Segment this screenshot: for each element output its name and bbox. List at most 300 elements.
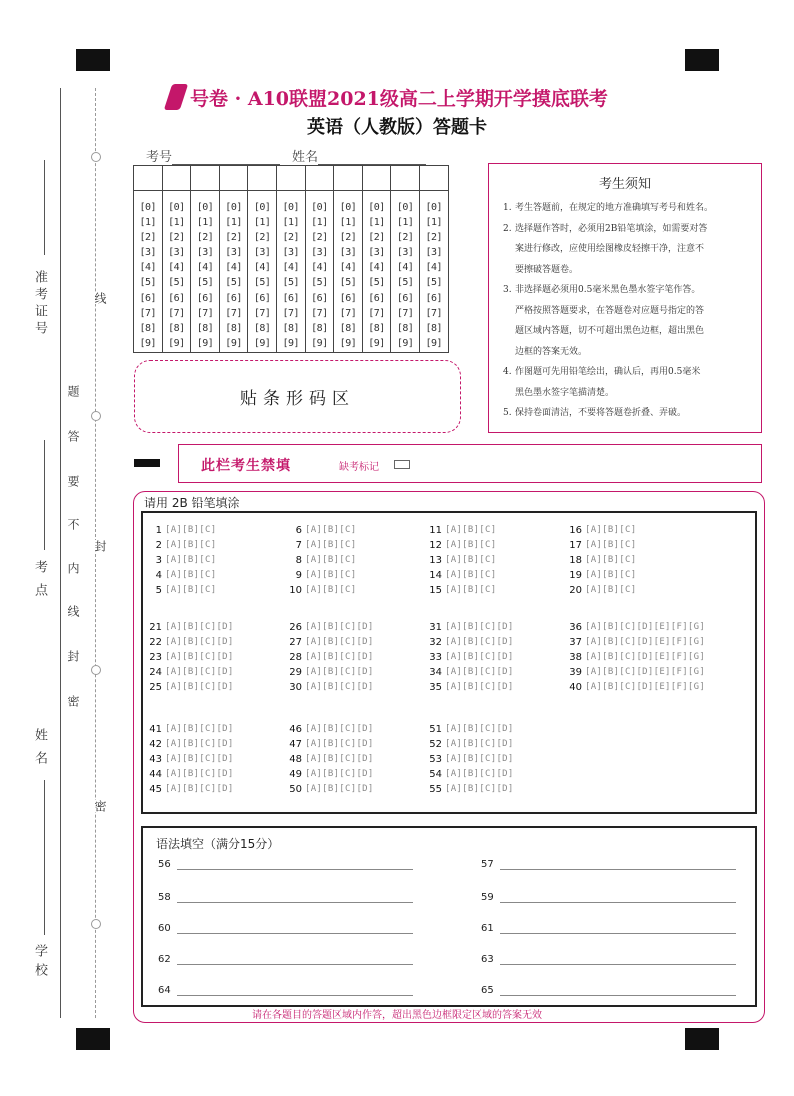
answer-bubbles[interactable]: [A][B][C][D] — [445, 652, 514, 662]
digit-bubble[interactable]: [4] — [396, 262, 414, 274]
registration-mark-top-right — [685, 49, 719, 71]
digit-bubble[interactable]: [6] — [339, 292, 357, 304]
digit-bubble[interactable]: [8] — [168, 322, 185, 334]
digit-bubble[interactable]: [9] — [311, 337, 328, 349]
answer-bubbles[interactable]: [A][B][C] — [165, 555, 217, 565]
question-row — [560, 568, 636, 583]
digit-bubble[interactable]: [6] — [396, 292, 414, 304]
digit-bubble[interactable]: [4] — [282, 262, 300, 274]
digit-bubble[interactable]: [0] — [311, 202, 328, 213]
blank-number: 64 — [158, 985, 171, 996]
digit-bubble-column — [305, 191, 334, 353]
blank-number: 57 — [481, 859, 494, 870]
digit-bubble[interactable]: [1] — [425, 217, 443, 229]
question-number: 14 — [429, 570, 442, 581]
digit-bubble[interactable]: [7] — [368, 307, 385, 319]
digit-bubble[interactable]: [0] — [282, 202, 300, 213]
question-row — [280, 523, 356, 538]
digit-bubble[interactable]: [0] — [196, 202, 214, 213]
digit-bubble[interactable]: [8] — [196, 322, 214, 334]
answer-line[interactable] — [177, 859, 413, 870]
answer-bubbles[interactable]: [A][B][C][D][E][F][G] — [585, 652, 706, 662]
notice-item-number: 3. — [503, 285, 512, 295]
blank-number: 56 — [158, 859, 171, 870]
answer-bubbles[interactable]: [A][B][C][D][E][F][G] — [585, 622, 706, 632]
binding-hole — [91, 152, 101, 162]
answer-bubbles[interactable]: [A][B][C][D] — [305, 724, 374, 734]
notice-title: 考生须知 — [598, 177, 651, 192]
digit-bubble[interactable]: [0] — [253, 202, 271, 213]
answer-bubbles[interactable]: [A][B][C][D] — [445, 622, 514, 632]
notice-item-number: 5. — [503, 408, 512, 418]
digit-bubble[interactable]: [2] — [396, 232, 414, 244]
question-number: 49 — [289, 769, 302, 780]
answer-bubbles[interactable]: [A][B][C][D][E][F][G] — [585, 667, 706, 677]
digit-options — [363, 191, 391, 351]
digit-bubble[interactable]: [0] — [425, 202, 443, 213]
digit-bubble[interactable]: [2] — [311, 232, 328, 244]
question-row — [280, 752, 374, 767]
question-row — [280, 737, 374, 752]
digit-bubble[interactable]: [8] — [396, 322, 414, 334]
answer-bubbles[interactable]: [A][B][C][D] — [305, 637, 374, 647]
notice-item — [489, 219, 761, 240]
answer-line[interactable] — [177, 985, 413, 996]
notice-item — [489, 301, 761, 322]
digit-bubble[interactable]: [2] — [225, 232, 242, 244]
name-field[interactable] — [318, 150, 426, 165]
digit-bubble[interactable]: [3] — [139, 247, 157, 259]
grammar-blank — [481, 985, 736, 996]
answer-bubbles[interactable]: [A][B][C] — [585, 525, 637, 535]
answer-bubbles[interactable]: [A][B][C][D] — [445, 724, 514, 734]
question-number: 2 — [155, 540, 162, 551]
question-number: 13 — [429, 555, 442, 566]
digit-bubble[interactable]: [1] — [168, 217, 185, 229]
digit-bubble[interactable]: [7] — [253, 307, 271, 319]
brand-logo-icon — [164, 84, 188, 110]
digit-bubble[interactable]: [9] — [168, 337, 185, 349]
answer-bubbles[interactable]: [A][B][C][D] — [445, 637, 514, 647]
answer-bubbles[interactable]: [A][B][C][D] — [445, 769, 514, 779]
digit-bubble[interactable]: [0] — [396, 202, 414, 213]
exam-no-label: 考号 — [146, 150, 173, 165]
digit-bubble[interactable]: [3] — [225, 247, 242, 259]
answer-bubbles[interactable]: [A][B][C] — [585, 585, 637, 595]
answer-bubbles[interactable]: [A][B][C][D] — [165, 784, 234, 794]
answer-bubbles[interactable]: [A][B][C] — [165, 525, 217, 535]
digit-bubble[interactable]: [0] — [368, 202, 385, 213]
question-row — [420, 553, 496, 568]
digit-bubble[interactable]: [1] — [282, 217, 300, 229]
digit-bubble[interactable]: [9] — [396, 337, 414, 349]
digit-bubble[interactable]: [6] — [282, 292, 300, 304]
digit-bubble[interactable]: [8] — [225, 322, 242, 334]
answer-bubbles[interactable]: [A][B][C] — [305, 585, 357, 595]
exam-no-field[interactable] — [172, 150, 280, 165]
grammar-blank — [158, 985, 413, 996]
answer-bubbles[interactable]: [A][B][C][D] — [165, 724, 234, 734]
grammar-fill-box — [141, 826, 757, 1007]
digit-bubble[interactable]: [3] — [425, 247, 443, 259]
digit-bubble[interactable]: [9] — [225, 337, 242, 349]
digit-bubble[interactable]: [5] — [253, 277, 271, 289]
digit-bubble[interactable]: [6] — [311, 292, 328, 304]
digit-options — [248, 191, 276, 351]
digit-bubble[interactable]: [0] — [225, 202, 242, 213]
answer-bubbles[interactable]: [A][B][C] — [445, 525, 497, 535]
question-row — [420, 680, 514, 695]
digit-bubble[interactable]: [3] — [311, 247, 328, 259]
answer-bubbles[interactable]: [A][B][C][D] — [165, 652, 234, 662]
answer-line[interactable] — [500, 923, 736, 934]
margin-label-exam-site: 考点 — [32, 560, 47, 606]
question-number: 4 — [155, 570, 162, 581]
notice-item — [489, 403, 761, 424]
notice-item — [489, 198, 761, 219]
digit-bubble[interactable]: [5] — [139, 277, 157, 289]
question-number: 22 — [149, 637, 162, 648]
answer-bubbles[interactable]: [A][B][C] — [305, 525, 357, 535]
cut-line-dashed — [95, 88, 96, 1018]
digit-bubble[interactable]: [2] — [339, 232, 357, 244]
question-row — [280, 620, 374, 635]
answer-bubbles[interactable]: [A][B][C] — [165, 585, 217, 595]
digit-bubble[interactable]: [6] — [368, 292, 385, 304]
question-row — [560, 635, 705, 650]
digit-options — [277, 191, 305, 351]
digit-bubble[interactable]: [2] — [139, 232, 157, 244]
question-row — [560, 523, 636, 538]
question-number: 51 — [429, 724, 442, 735]
question-number: 17 — [569, 540, 582, 551]
question-row — [560, 680, 705, 695]
digit-write-cell[interactable] — [248, 166, 277, 191]
digit-bubble[interactable]: [6] — [253, 292, 271, 304]
digit-bubble[interactable]: [2] — [196, 232, 214, 244]
answer-line[interactable] — [177, 892, 413, 903]
answer-line[interactable] — [177, 954, 413, 965]
digit-bubble[interactable]: [2] — [168, 232, 185, 244]
answer-bubbles[interactable]: [A][B][C][D] — [165, 682, 234, 692]
page-subtitle: 英语（人教版）答题卡 — [307, 117, 487, 138]
question-row — [420, 523, 496, 538]
absent-checkbox[interactable] — [394, 460, 410, 469]
grammar-title: 语法填空（满分15分） — [156, 837, 280, 851]
answer-bubbles[interactable]: [A][B][C][D] — [305, 622, 374, 632]
digit-bubble[interactable]: [1] — [225, 217, 242, 229]
digit-options — [220, 191, 248, 351]
answer-bubbles[interactable]: [A][B][C][D] — [305, 769, 374, 779]
question-row — [140, 538, 216, 553]
digit-bubble[interactable]: [4] — [425, 262, 443, 274]
digit-bubble[interactable]: [6] — [425, 292, 443, 304]
digit-bubble[interactable]: [0] — [168, 202, 185, 213]
digit-bubble[interactable]: [4] — [368, 262, 385, 274]
seal-char: 要 — [66, 475, 80, 487]
answer-bubbles[interactable]: [A][B][C][D] — [305, 754, 374, 764]
digit-bubble[interactable]: [9] — [339, 337, 357, 349]
question-number: 44 — [149, 769, 162, 780]
digit-bubble[interactable]: [3] — [196, 247, 214, 259]
question-row — [420, 665, 514, 680]
digit-bubble[interactable]: [3] — [339, 247, 357, 259]
seal-char: 密 — [66, 695, 80, 707]
margin-label-ticket-no: 准考证号 — [32, 270, 47, 338]
question-row — [280, 680, 374, 695]
digit-bubble[interactable]: [3] — [282, 247, 300, 259]
answer-line[interactable] — [500, 985, 736, 996]
digit-bubble[interactable]: [0] — [339, 202, 357, 213]
answer-bubbles[interactable]: [A][B][C] — [585, 540, 637, 550]
question-number: 33 — [429, 652, 442, 663]
answer-bubbles[interactable]: [A][B][C] — [165, 540, 217, 550]
digit-bubble[interactable]: [5] — [339, 277, 357, 289]
digit-write-cell[interactable] — [162, 166, 191, 191]
digit-bubble[interactable]: [4] — [225, 262, 242, 274]
grammar-blank — [158, 954, 413, 965]
digit-bubble[interactable]: [7] — [139, 307, 157, 319]
digit-write-cell[interactable] — [362, 166, 391, 191]
answer-bubbles[interactable]: [A][B][C] — [305, 540, 357, 550]
digit-bubble[interactable]: [9] — [282, 337, 300, 349]
answer-bubbles[interactable]: [A][B][C][D] — [165, 667, 234, 677]
question-number: 54 — [429, 769, 442, 780]
seal-char: 答 — [66, 430, 80, 442]
digit-bubble[interactable]: [2] — [425, 232, 443, 244]
digit-bubble[interactable]: [5] — [396, 277, 414, 289]
digit-bubble[interactable]: [5] — [282, 277, 300, 289]
digit-write-cell[interactable] — [219, 166, 248, 191]
digit-bubble[interactable]: [7] — [311, 307, 328, 319]
digit-bubble[interactable]: [9] — [368, 337, 385, 349]
digit-bubble[interactable]: [5] — [225, 277, 242, 289]
digit-bubble[interactable]: [7] — [339, 307, 357, 319]
digit-bubble[interactable]: [2] — [282, 232, 300, 244]
digit-bubble[interactable]: [8] — [282, 322, 300, 334]
digit-bubble[interactable]: [3] — [396, 247, 414, 259]
answer-bubbles[interactable]: [A][B][C] — [585, 570, 637, 580]
digit-bubble[interactable]: [5] — [311, 277, 328, 289]
digit-bubble[interactable]: [8] — [311, 322, 328, 334]
digit-bubble[interactable]: [7] — [282, 307, 300, 319]
answer-bubbles[interactable]: [A][B][C][D] — [305, 739, 374, 749]
digit-bubble[interactable]: [7] — [168, 307, 185, 319]
digit-bubble[interactable]: [4] — [253, 262, 271, 274]
digit-bubble[interactable]: [7] — [425, 307, 443, 319]
digit-bubble[interactable]: [1] — [253, 217, 271, 229]
digit-options — [306, 191, 334, 351]
question-row — [140, 722, 234, 737]
digit-write-cell[interactable] — [191, 166, 220, 191]
barcode-area — [134, 360, 461, 433]
digit-bubble[interactable]: [5] — [368, 277, 385, 289]
answer-bubbles[interactable]: [A][B][C][D][E][F][G] — [585, 637, 706, 647]
notice-item — [489, 260, 761, 281]
digit-bubble[interactable]: [6] — [139, 292, 157, 304]
answer-bubbles[interactable]: [A][B][C][D][E][F][G] — [585, 682, 706, 692]
digit-bubble-column — [162, 191, 191, 353]
digit-bubble-column — [334, 191, 363, 353]
digit-bubble[interactable]: [8] — [253, 322, 271, 334]
digit-bubble[interactable]: [5] — [168, 277, 185, 289]
answer-bubbles[interactable]: [A][B][C][D] — [445, 682, 514, 692]
digit-bubble[interactable]: [4] — [196, 262, 214, 274]
answer-bubbles[interactable]: [A][B][C][D] — [305, 667, 374, 677]
question-number: 39 — [569, 667, 582, 678]
answer-bubbles[interactable]: [A][B][C][D] — [165, 637, 234, 647]
notice-item-text: 考生答题前，在规定的地方准确填写考号和姓名。 — [515, 203, 714, 213]
candidate-notice — [488, 163, 762, 433]
margin-label-name: 姓名 — [32, 728, 47, 774]
binding-hole — [91, 411, 101, 421]
answer-line[interactable] — [500, 954, 736, 965]
digit-bubble[interactable]: [7] — [196, 307, 214, 319]
question-number: 11 — [429, 525, 442, 536]
question-row — [420, 752, 514, 767]
answer-bubbles[interactable]: [A][B][C][D] — [165, 739, 234, 749]
digit-bubble[interactable]: [1] — [139, 217, 157, 229]
question-number: 9 — [295, 570, 302, 581]
digit-bubble[interactable]: [9] — [139, 337, 157, 349]
digit-bubble[interactable]: [4] — [339, 262, 357, 274]
digit-bubble[interactable]: [5] — [425, 277, 443, 289]
digit-write-cell[interactable] — [134, 166, 163, 191]
answer-line[interactable] — [177, 923, 413, 934]
answer-bubbles[interactable]: [A][B][C] — [165, 570, 217, 580]
digit-bubble[interactable]: [1] — [396, 217, 414, 229]
blank-number: 61 — [481, 923, 494, 934]
question-row — [140, 737, 234, 752]
digit-bubble[interactable]: [8] — [339, 322, 357, 334]
digit-bubble[interactable]: [6] — [168, 292, 185, 304]
registration-mark-bottom-left — [76, 1028, 110, 1050]
digit-bubble[interactable]: [2] — [368, 232, 385, 244]
question-row — [140, 752, 234, 767]
digit-bubble[interactable]: [6] — [225, 292, 242, 304]
question-number: 15 — [429, 585, 442, 596]
blank-number: 62 — [158, 954, 171, 965]
question-number: 34 — [429, 667, 442, 678]
question-number: 25 — [149, 682, 162, 693]
question-row — [420, 583, 496, 598]
digit-bubble[interactable]: [1] — [311, 217, 328, 229]
answer-bubbles[interactable]: [A][B][C][D] — [305, 784, 374, 794]
question-number: 7 — [295, 540, 302, 551]
seal-char: 封 — [66, 650, 80, 662]
seal-char: 线 — [66, 605, 80, 617]
digit-bubble[interactable]: [6] — [196, 292, 214, 304]
digit-bubble[interactable]: [7] — [396, 307, 414, 319]
digit-bubble[interactable]: [8] — [425, 322, 443, 334]
notice-item-text: 非选择题必须用0.5毫米黑色墨水签字笔作答。 — [515, 285, 701, 295]
digit-bubble[interactable]: [8] — [139, 322, 157, 334]
question-number: 52 — [429, 739, 442, 750]
margin-field-line — [44, 160, 45, 255]
digit-bubble[interactable]: [3] — [368, 247, 385, 259]
digit-write-cell[interactable] — [276, 166, 305, 191]
question-row — [420, 737, 514, 752]
seal-char: 不 — [66, 518, 80, 530]
digit-bubble[interactable]: [0] — [139, 202, 157, 213]
digit-bubble[interactable]: [4] — [168, 262, 185, 274]
answer-bubbles[interactable]: [A][B][C] — [445, 540, 497, 550]
digit-bubble[interactable]: [1] — [196, 217, 214, 229]
answer-bubbles[interactable]: [A][B][C][D] — [305, 652, 374, 662]
digit-bubble-column — [248, 191, 277, 353]
digit-write-cell[interactable] — [334, 166, 363, 191]
notice-item — [489, 383, 761, 404]
grammar-blank — [481, 923, 736, 934]
question-row — [140, 523, 216, 538]
answer-bubbles[interactable]: [A][B][C][D] — [445, 739, 514, 749]
digit-bubble[interactable]: [4] — [139, 262, 157, 274]
answer-bubbles[interactable]: [A][B][C] — [445, 570, 497, 580]
notice-item-text: 严格按照答题要求，在答题卷对应题号指定的答 — [515, 305, 705, 316]
blank-number: 65 — [481, 985, 494, 996]
digit-bubble[interactable]: [3] — [253, 247, 271, 259]
digit-options — [391, 191, 419, 351]
blank-number: 59 — [481, 892, 494, 903]
digit-bubble[interactable]: [1] — [368, 217, 385, 229]
question-number: 31 — [429, 622, 442, 633]
digit-bubble[interactable]: [7] — [225, 307, 242, 319]
digit-bubble[interactable]: [9] — [425, 337, 443, 349]
digit-bubble[interactable]: [2] — [253, 232, 271, 244]
question-row — [560, 553, 636, 568]
answer-bubbles[interactable]: [A][B][C][D] — [165, 754, 234, 764]
question-number: 45 — [149, 784, 162, 795]
answer-bubbles[interactable]: [A][B][C][D] — [445, 784, 514, 794]
digit-bubble[interactable]: [1] — [339, 217, 357, 229]
answer-bubbles[interactable]: [A][B][C][D] — [445, 667, 514, 677]
digit-bubble[interactable]: [9] — [253, 337, 271, 349]
answer-bubbles[interactable]: [A][B][C][D] — [445, 754, 514, 764]
registration-mark-bottom-right — [685, 1028, 719, 1050]
notice-item-number: 4. — [503, 367, 512, 377]
answer-bubbles[interactable]: [A][B][C][D] — [165, 622, 234, 632]
answer-bubbles[interactable]: [A][B][C][D] — [165, 769, 234, 779]
answer-bubbles[interactable]: [A][B][C] — [445, 555, 497, 565]
digit-write-cell[interactable] — [419, 166, 448, 191]
answer-bubbles[interactable]: [A][B][C][D] — [305, 682, 374, 692]
question-row — [140, 665, 234, 680]
question-number: 40 — [569, 682, 582, 693]
question-row — [420, 635, 514, 650]
digit-write-cell[interactable] — [305, 166, 334, 191]
answer-line[interactable] — [500, 892, 736, 903]
digit-bubble[interactable]: [5] — [196, 277, 214, 289]
answer-bubbles[interactable]: [A][B][C] — [305, 570, 357, 580]
answer-bubbles[interactable]: [A][B][C] — [445, 585, 497, 595]
digit-write-cell[interactable] — [391, 166, 420, 191]
question-row — [280, 568, 356, 583]
question-number: 30 — [289, 682, 302, 693]
answer-bubbles[interactable]: [A][B][C] — [585, 555, 637, 565]
inner-close-label: 密 — [93, 800, 107, 812]
digit-bubble[interactable]: [8] — [368, 322, 385, 334]
digit-bubble[interactable]: [9] — [196, 337, 214, 349]
question-row — [140, 767, 234, 782]
question-number: 26 — [289, 622, 302, 633]
notice-item-number: 2. — [503, 223, 512, 234]
digit-bubble[interactable]: [3] — [168, 247, 185, 259]
digit-bubble[interactable]: [4] — [311, 262, 328, 274]
id-fields — [146, 146, 426, 165]
answer-bubbles[interactable]: [A][B][C] — [305, 555, 357, 565]
margin-label-school: 学校 — [32, 944, 47, 982]
answer-line[interactable] — [500, 859, 736, 870]
